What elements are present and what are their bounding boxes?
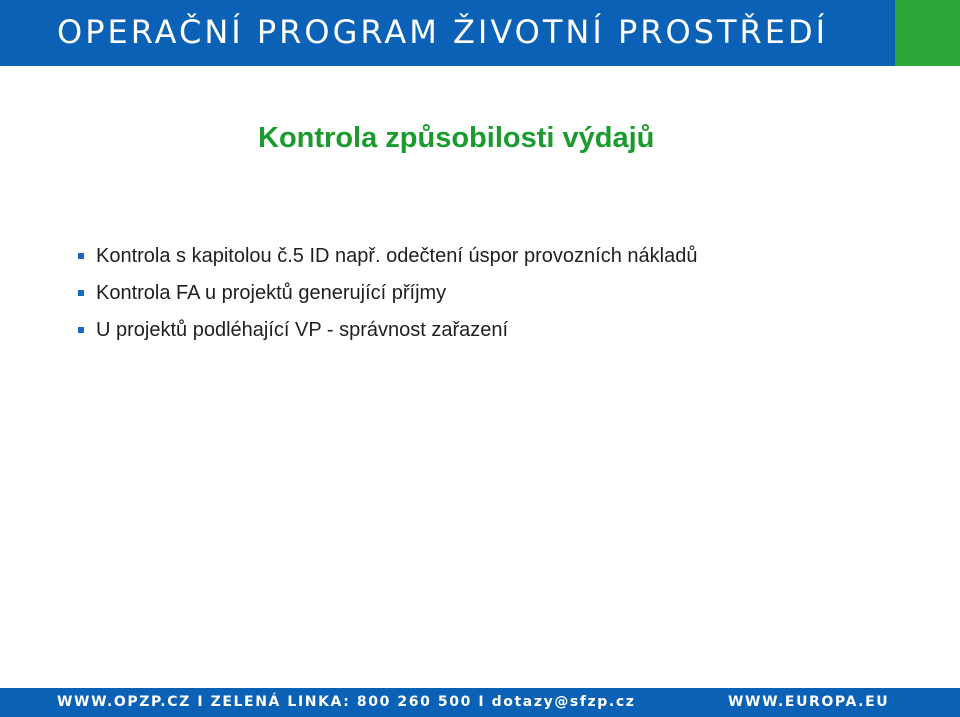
header-band [0,0,960,66]
bullet-item [78,237,697,274]
bullet-list [78,237,697,348]
bullet-text: Kontrola FA u projektů generující příjmy [96,281,447,304]
footer-contact: WWW.OPZP.CZ I ZELENÁ LINKA: 800 260 500 I dotazy@sfzp.cz [57,694,636,710]
slide-title: Kontrola způsobilosti výdajů [258,122,655,154]
square-bullet-icon [78,327,84,333]
footer-band [0,688,960,717]
bullet-item [78,274,697,311]
square-bullet-icon [78,253,84,259]
square-bullet-icon [78,290,84,296]
header-green-block [895,0,960,66]
bullet-text: Kontrola s kapitolou č.5 ID např. odečtení úspor provozních nákladů [96,244,698,267]
bullet-text: U projektů podléhající VP - správnost zařazení [96,318,509,341]
footer-europa-link: WWW.EUROPA.EU [728,694,890,710]
program-title: OPERAČNÍ PROGRAM ŽIVOTNÍ PROSTŘEDÍ [57,13,829,51]
bullet-item [78,311,697,348]
